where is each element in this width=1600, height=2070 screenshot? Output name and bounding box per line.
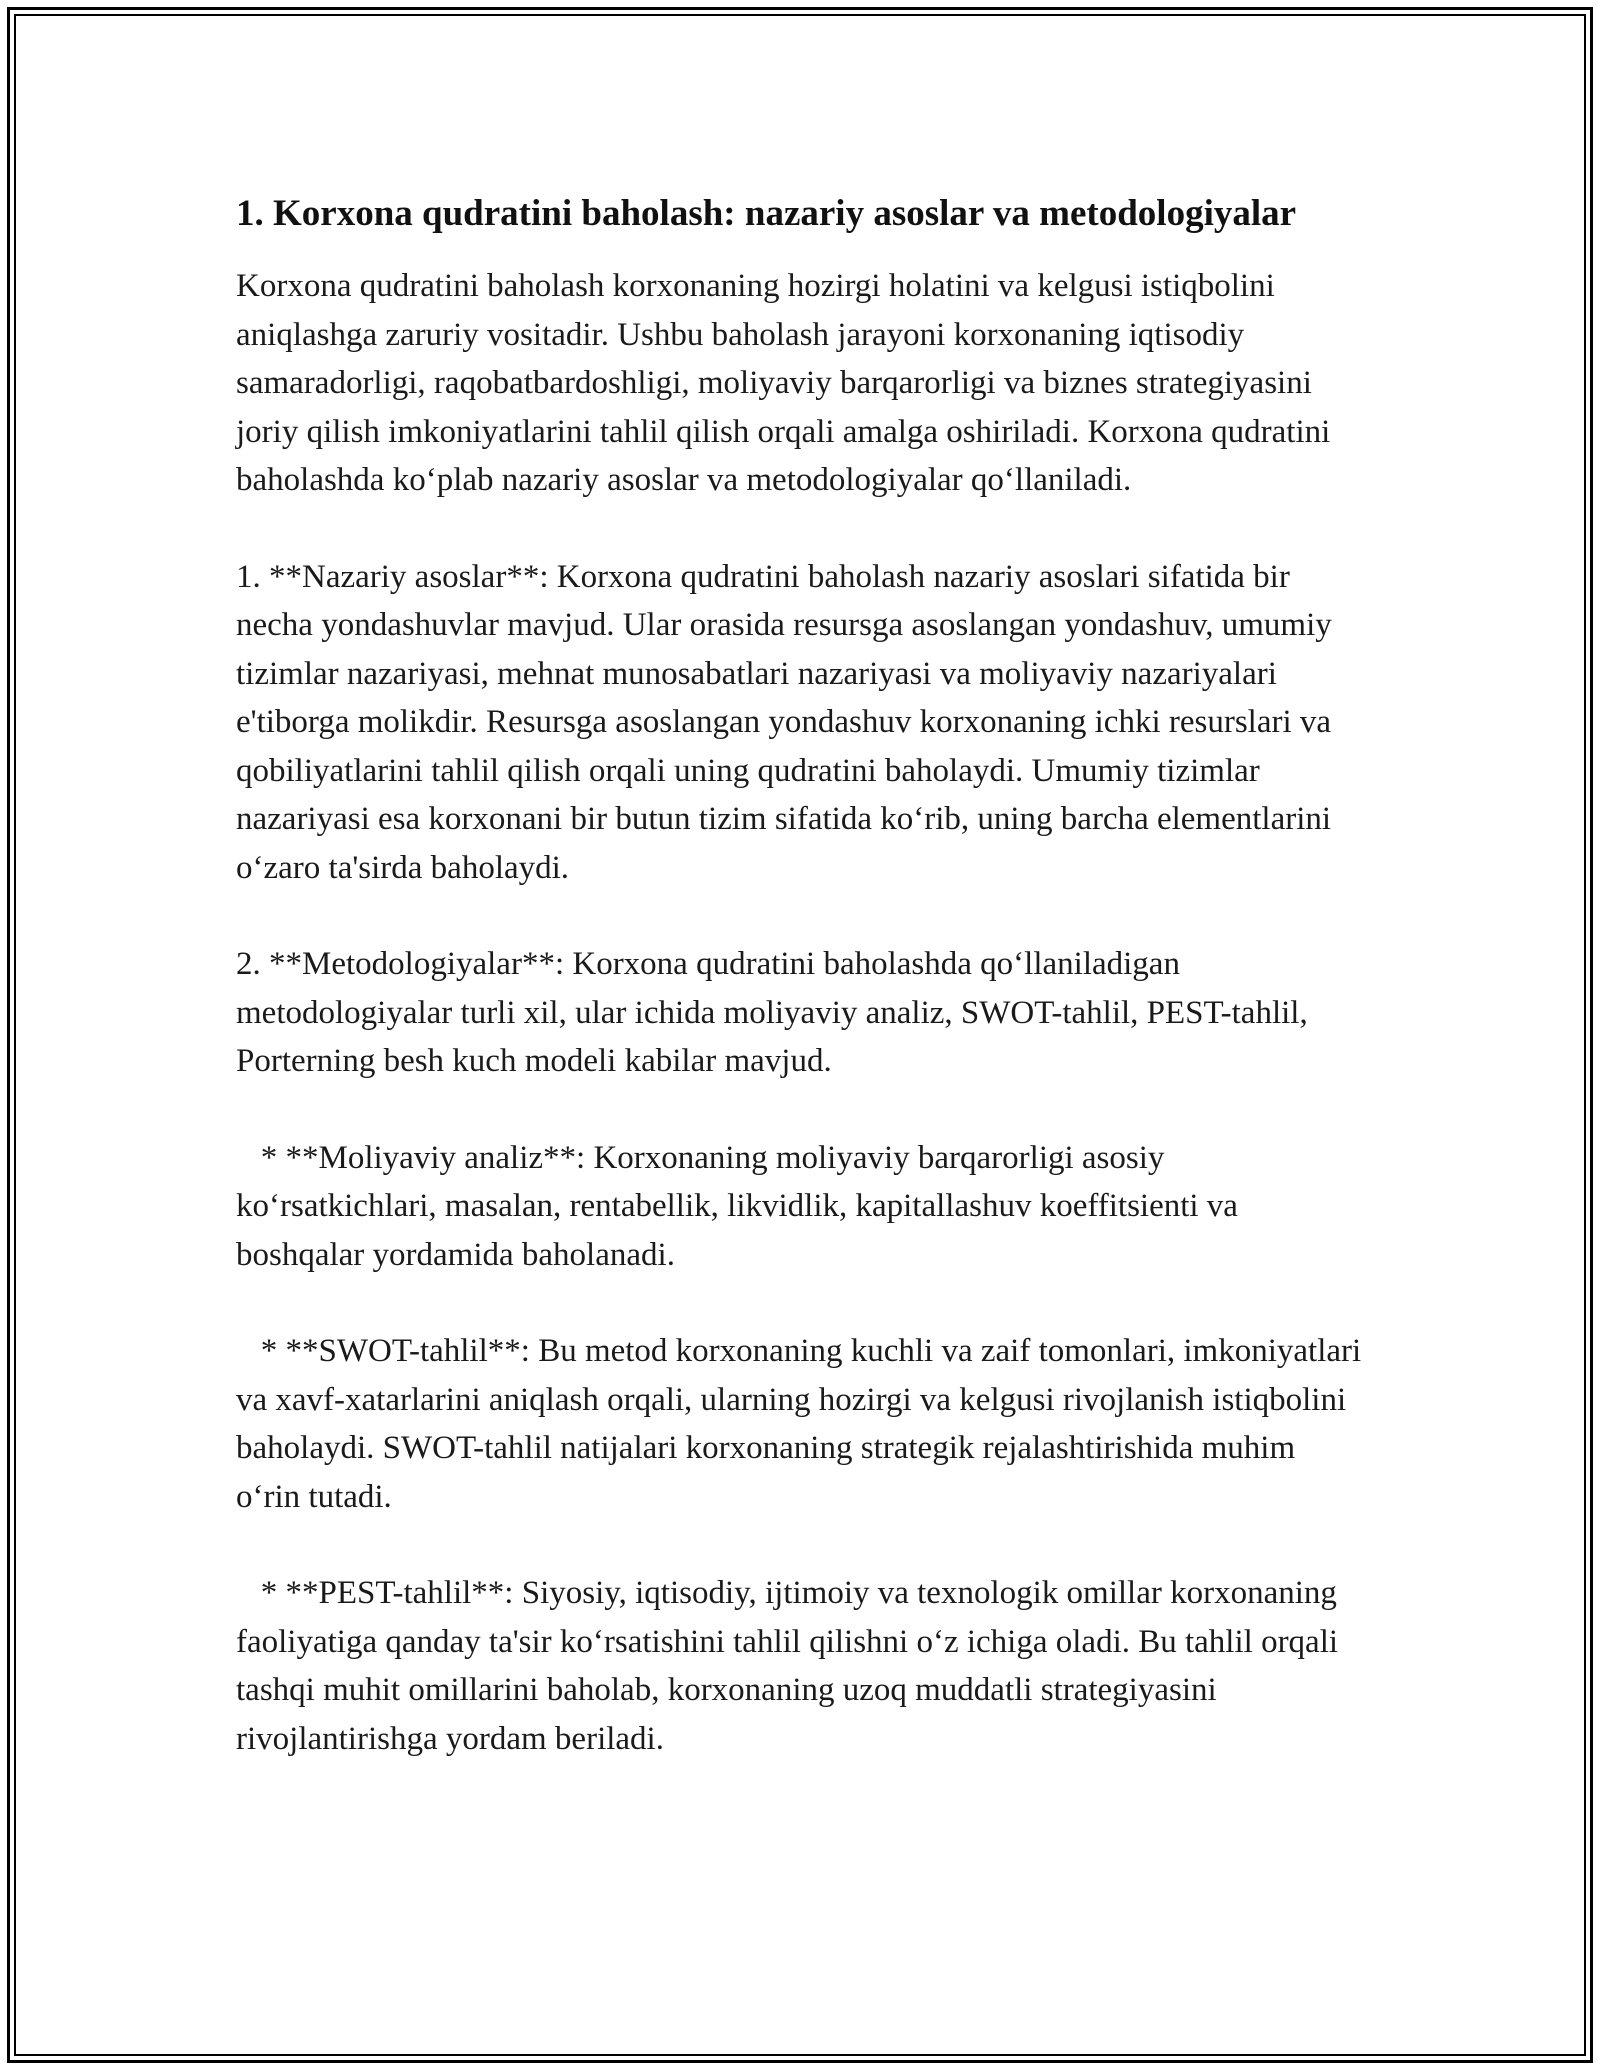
theory-paragraph: 1. **Nazariy asoslar**: Korxona qudratini baholash nazariy asoslari sifatida bir necha yondashuvlar mavjud. Ular orasida resursga asoslangan yondashuv, umumiy tizimlar nazariyasi, mehnat munosabatlari nazariyasi va moliyaviy nazariyalari e'tiborga molikdir. Resursga asoslangan yondashuv korxonaning ichki resurslari va qobiliyatlarini tahlil qilish orqali uning qudratini baholaydi. Umumiy tizimlar nazariyasi esa korxonani bir butun tizim sifatida koʻrib, uning barcha elementlarini oʻzaro ta'sirda baholaydi.: [236, 558, 1341, 886]
section-heading: 1. Korxona qudratini baholash: nazariy asoslar va metodologiyalar: [236, 193, 1297, 234]
pest-analysis-item: * **PEST-tahlil**: Siyosiy, iqtisodiy, ijtimoiy va texnologik omillar korxonaning faoliyatiga qanday ta'sir koʻrsatishini tahlil qilishni oʻz ichiga oladi. Bu tahlil orqali tashqi muhit omillarini baholab, korxonaning uzoq muddatli strategiyasini rivojlantirishga yordam beriladi.: [236, 1575, 1347, 1757]
financial-analysis-item: * **Moliyaviy analiz**: Korxonaning moliyaviy barqarorligi asosiy koʻrsatkichlari, masalan, rentabellik, likvidlik, kapitallashuv koeffitsienti va boshqalar yordamida baholanadi.: [236, 1139, 1247, 1273]
document-body: [236, 186, 1370, 1811]
swot-analysis-item: * **SWOT-tahlil**: Bu metod korxonaning kuchli va zaif tomonlari, imkoniyatlari va xavf-xatarlarini aniqlash orqali, ularning hozirgi va kelgusi rivojlanish istiqbolini baholaydi. SWOT-tahlil natijalari korxonaning strategik rejalashtirishida muhim oʻrin tutadi.: [236, 1333, 1370, 1515]
intro-paragraph: Korxona qudratini baholash korxonaning hozirgi holatini va kelgusi istiqbolini aniqlashga zaruriy vositadir. Ushbu baholash jarayoni korxonaning iqtisodiy samaradorligi, raqobatbardoshligi, moliyaviy barqarorligi va biznes strategiyasini joriy qilish imkoniyatlarini tahlil qilish orqali amalga oshiriladi. Korxona qudratini baholashda koʻplab nazariy asoslar va metodologiyalar qoʻllaniladi.: [236, 268, 1339, 498]
methodology-paragraph: 2. **Metodologiyalar**: Korxona qudratini baholashda qoʻllaniladigan metodologiyalar turli xil, ular ichida moliyaviy analiz, SWOT-tahlil, PEST-tahlil, Porterning besh kuch modeli kabilar mavjud.: [236, 946, 1316, 1079]
